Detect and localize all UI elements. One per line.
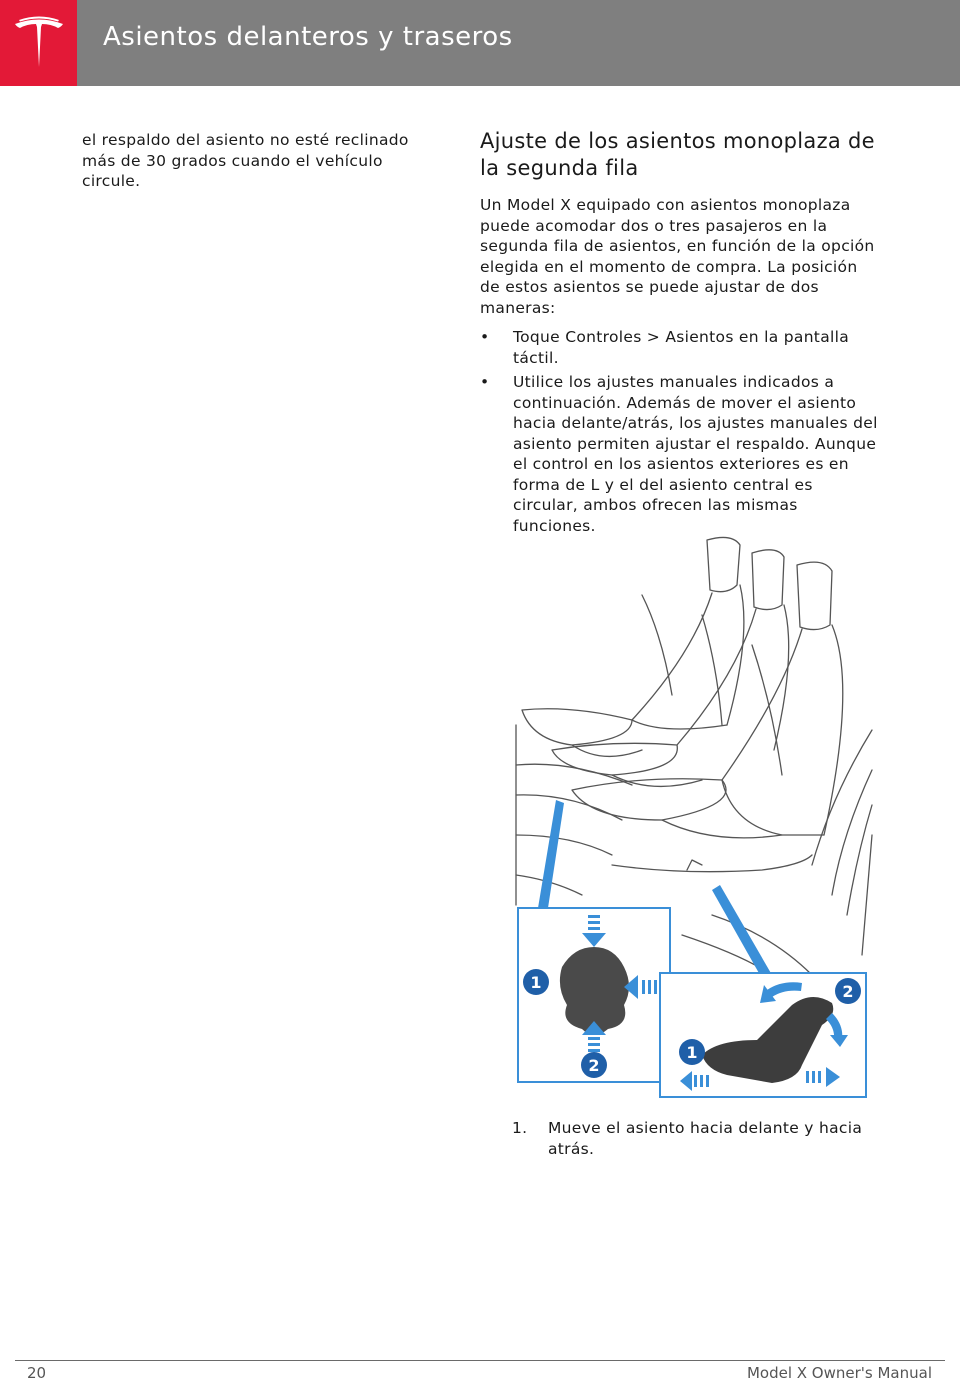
bullet-icon: • xyxy=(480,328,490,346)
section-title: Ajuste de los asientos monoplaza de la segunda fila xyxy=(480,129,875,180)
page-title: Asientos delanteros y traseros xyxy=(103,22,513,52)
callout-2b: 2 xyxy=(842,982,854,1001)
bullet-list xyxy=(480,327,878,536)
seat-adjust-section xyxy=(480,128,878,540)
page-number: 20 xyxy=(27,1364,47,1382)
intro-paragraph: Un Model X equipado con asientos monoplaza puede acomodar dos o tres pasajeros en la segunda fila de asientos, en función de la opción elegida en el momento de compra. La posición de estos asientos se puede ajustar de dos maneras: xyxy=(480,196,875,317)
footer-divider xyxy=(15,1360,945,1361)
tesla-logo-icon xyxy=(0,0,77,86)
callout-2: 2 xyxy=(588,1056,600,1075)
callout-1b: 1 xyxy=(686,1043,698,1062)
list-item-text: Mueve el asiento hacia delante y hacia atrás. xyxy=(548,1119,863,1158)
numbered-list xyxy=(512,1118,878,1159)
list-item xyxy=(480,327,878,368)
manual-title: Model X Owner's Manual xyxy=(746,1364,932,1382)
list-item-text: Utilice los ajustes manuales indicados a continuación. Además de mover el asiento hacia delante/atrás, los ajustes manuales del asiento permiten ajustar el respaldo. Aunque el control en los asientos exteriores es en forma de L y el del asiento central es circular, ambos ofrecen las mismas funciones. xyxy=(513,373,878,535)
page-header xyxy=(0,0,960,86)
bullet-icon: • xyxy=(480,373,490,391)
seat-controls-illustration xyxy=(512,535,874,1100)
list-item xyxy=(512,1118,878,1159)
list-item-text: Toque Controles > Asientos en la pantalla táctil. xyxy=(513,328,849,367)
continued-text: el respaldo del asiento no esté reclinado más de 30 grados cuando el vehículo circule. xyxy=(82,131,409,190)
callout-1: 1 xyxy=(530,973,542,992)
list-item-number: 1. xyxy=(512,1119,528,1137)
list-item xyxy=(480,372,878,536)
